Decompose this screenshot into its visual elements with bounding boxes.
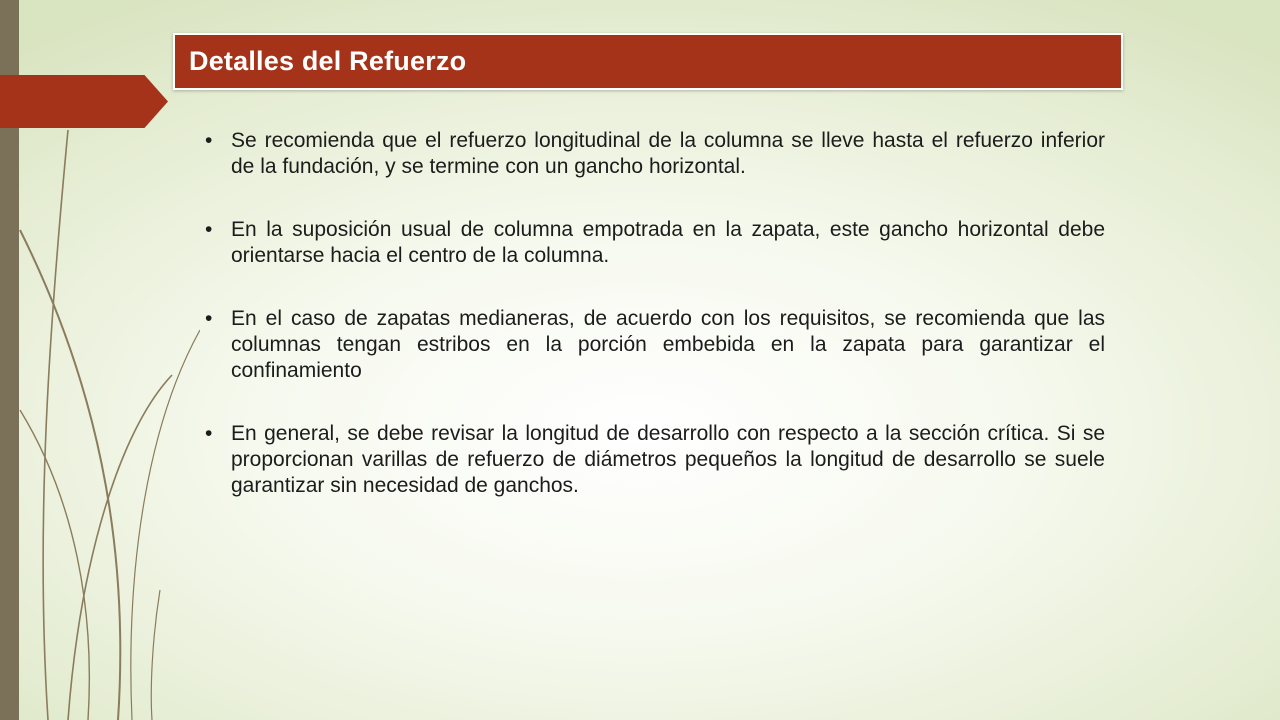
bullet-item: [205, 306, 1105, 384]
bullet-marker: •: [205, 218, 213, 241]
bullet-item: [205, 217, 1105, 269]
bullet-item: [205, 421, 1105, 499]
bullet-marker: •: [205, 307, 213, 330]
bullet-list: [205, 128, 1105, 536]
title-bar: [173, 33, 1123, 90]
bullet-text: En la suposición usual de columna empotrada en la zapata, este gancho horizontal debe orientarse hacia el centro de la columna.: [231, 218, 1105, 267]
bullet-text: En el caso de zapatas medianeras, de acuerdo con los requisitos, se recomienda que las columnas tengan estribos en la porción embebida en la zapata para garantizar el confinamiento: [231, 307, 1105, 382]
bullet-marker: •: [205, 422, 213, 445]
arrow-marker: [0, 75, 168, 128]
bullet-item: [205, 128, 1105, 180]
slide-title: Detalles del Refuerzo: [189, 46, 467, 76]
bullet-text: Se recomienda que el refuerzo longitudinal de la columna se lleve hasta el refuerzo inferior de la fundación, y se termine con un gancho horizontal.: [231, 129, 1105, 178]
bullet-text: En general, se debe revisar la longitud de desarrollo con respecto a la sección crítica. Si se proporcionan varillas de refuerzo de diámetros pequeños la longitud de desarrollo se suele garantizar sin necesidad de ganchos.: [231, 422, 1105, 497]
bullet-marker: •: [205, 129, 213, 152]
